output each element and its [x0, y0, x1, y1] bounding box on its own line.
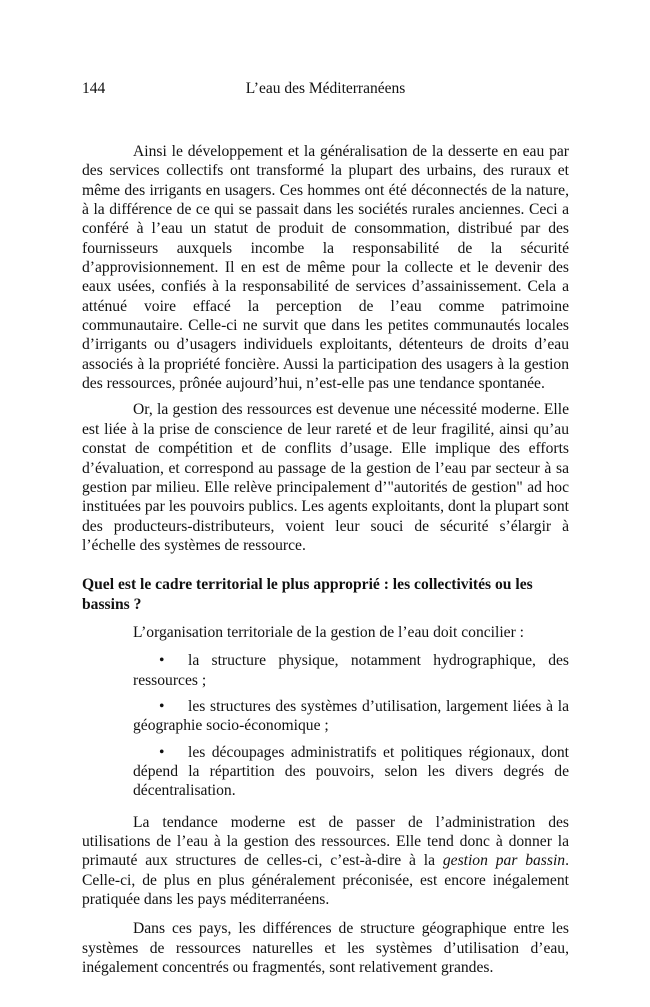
bullet-item [133, 743, 569, 801]
running-head [82, 78, 569, 100]
bullet-icon: • [159, 743, 165, 761]
paragraph-text: . Celle-ci, de plus en plus généralement préconisée, est encore inégalement pratiquée dans les pays méditerranéens. [82, 852, 569, 909]
bullet-item [133, 651, 569, 690]
paragraph-text: La tendance moderne est de passer de l’administration des utilisations de l’eau à la gestion des ressources. Elle tend donc à donner la primauté aux structures de celles-ci, c’est-à-dire à la [82, 813, 569, 870]
bullet-item [133, 697, 569, 736]
running-title: L’eau des Méditerranéens [245, 80, 406, 97]
bullet-text: les structures des systèmes d’utilisation, largement liées à la géographie socio-économique ; [133, 697, 569, 735]
bullet-text: la structure physique, notamment hydrographique, des ressources ; [133, 652, 569, 689]
book-page [82, 78, 569, 984]
page-number: 144 [82, 80, 106, 97]
paragraph-gestion-ressources: Or, la gestion des ressources est devenue une nécessité moderne. Elle est liée à la prise de conscience de leur rareté et de leur fragilité, ainsi qu’au constat de compétition et de conflits d’usage. Elle implique des efforts d’évaluation, et correspond au passage de la gestion de l’eau par secteur à sa gestion par milieu. Elle relève principalement d’"autorités de gestion" ad hoc instituées par les pouvoirs publics. Les agents exploitants, dont la plupart sont des producteurs-distributeurs, voient leur souci de sécurité s’élargir à l’échelle des systèmes de ressource. [82, 401, 569, 554]
section-heading: Quel est le cadre territorial le plus approprié : les collectivités ou les bassins ? [82, 576, 533, 613]
paragraph-differences: Dans ces pays, les différences de structure géographique entre les systèmes de ressources naturelles et les systèmes d’utilisation d’eau, inégalement concentrés ou fragmentés, sont relativement grandes. [82, 920, 569, 977]
paragraph-tendance-moderne [82, 813, 569, 910]
body-text [82, 142, 569, 977]
emphasis-gestion-par-bassin: gestion par bassin [442, 852, 566, 870]
bullet-text: les découpages administratifs et politiques régionaux, dont dépend la répartition des pouvoirs, selon les divers degrés de décentralisation. [133, 743, 569, 800]
section-intro: L’organisation territoriale de la gestion de l’eau doit concilier : [133, 623, 525, 641]
bullet-icon: • [159, 652, 165, 670]
bullet-icon: • [159, 697, 165, 715]
paragraph-desserte: Ainsi le développement et la généralisation de la desserte en eau par des services collectifs ont transformé la plupart des urbains, des ruraux et même des irrigants en usagers. Ces hommes ont été déconnectés de la nature, à la différence de ce qui se passait dans les sociétés rurales anciennes. Ceci a conféré à l’eau un statut de produit de consommation, distribué par des fournisseurs auxquels incombe la responsabilité de la sécurité d’approvisionnement. Il en est de même pour la collecte et le devenir des eaux usées, confiés à la responsabilité de services d’assainissement. Cela a atténué voire effacé la perception de l’eau comme patrimoine communautaire. Celle-ci ne survit que dans les petites communautés locales d’irrigants ou d’usagers individuels exploitants, détenteurs de droits d’eau associés à la propriété foncière. Aussi la participation des usagers à la gestion des ressources, prônée aujourd’hui, n’est-elle pas une tendance spontanée. [82, 143, 569, 393]
